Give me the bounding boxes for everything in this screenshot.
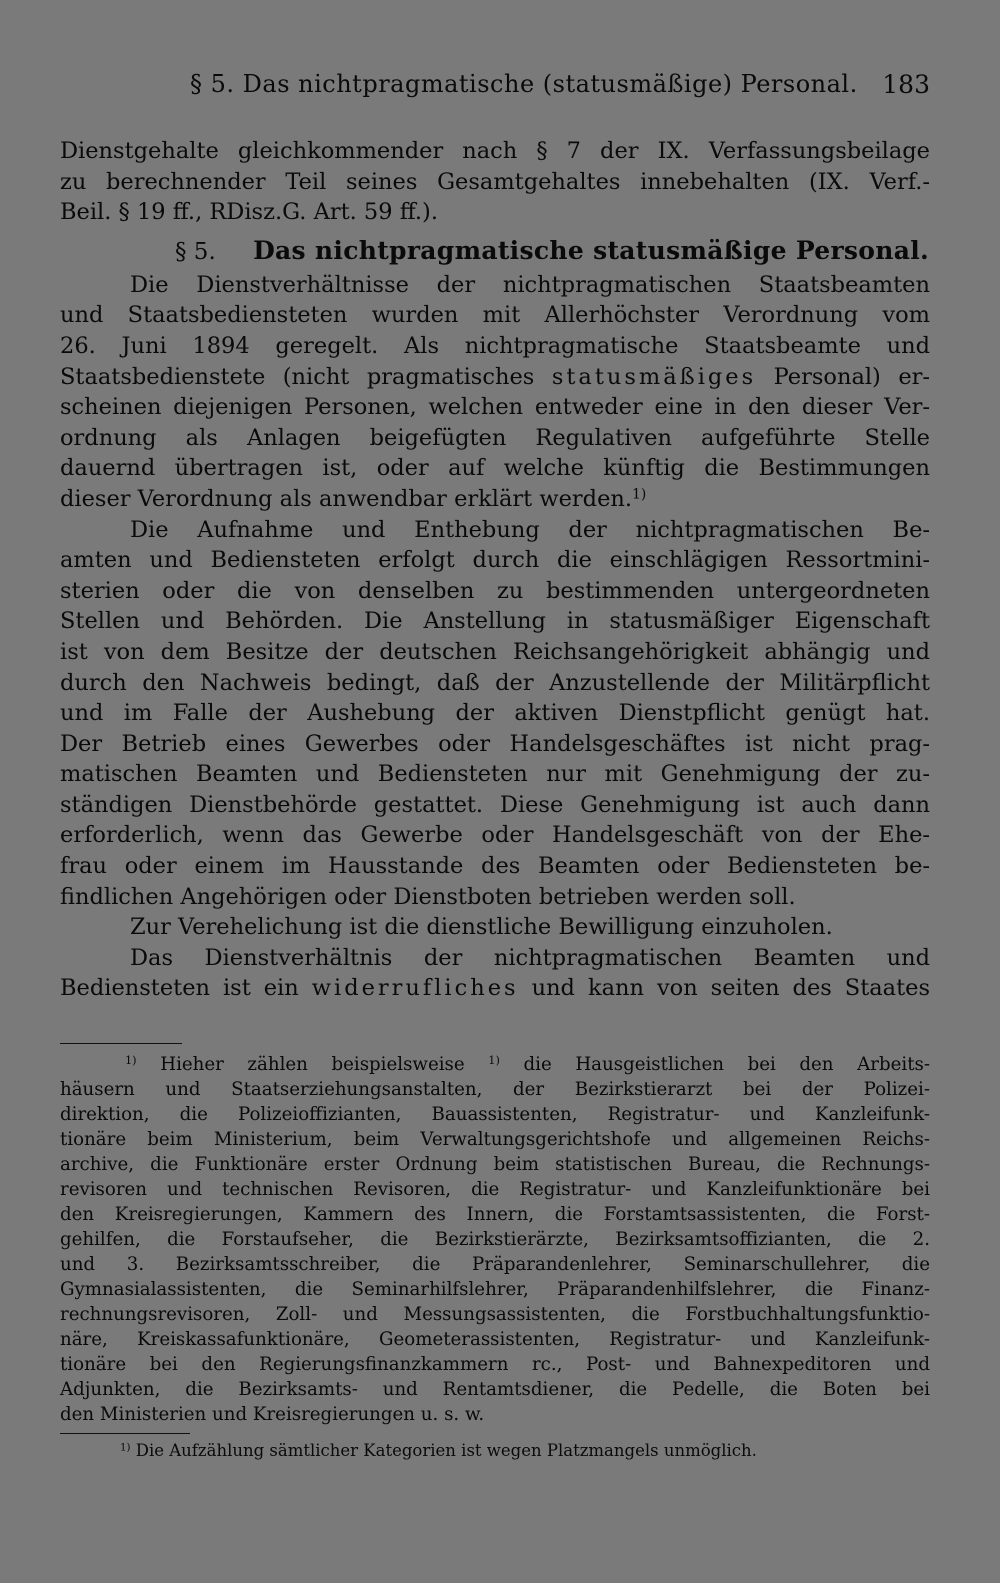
footnotes <box>60 1052 930 1427</box>
page-number: 183 <box>882 70 930 99</box>
footnote-line: und 3. Bezirksamtsschreiber, die Präparandenlehrer, Seminarschullehrer, die <box>60 1254 930 1275</box>
text-line: findlichen Angehörigen oder Dienstboten betrieben werden soll. <box>60 883 796 910</box>
footnote-line: tionäre beim Ministerium, beim Verwaltungsgerichtshofe und allgemeinen Reichs- <box>60 1129 930 1150</box>
emphasized-term: statusmäßiges <box>551 363 757 390</box>
text-line: Der Betrieb eines Gewerbes oder Handelsgeschäftes ist nicht prag- <box>60 730 930 757</box>
footnote-divider <box>60 1043 182 1044</box>
footnote-line: revisoren und technischen Revisoren, die Registratur- und Kanzleifunktionäre bei <box>60 1179 930 1200</box>
footnote-divider-secondary <box>60 1433 190 1434</box>
text-line: amten und Bediensteten erfolgt durch die einschlägigen Ressortmini- <box>60 547 930 574</box>
text-line: zu berechnender Teil seines Gesamtgehaltes innebehalten (IX. Verf.- <box>60 168 930 195</box>
text-line: Zur Verehelichung ist die dienstliche Bewilligung einzuholen. <box>130 914 833 941</box>
text-line: dauernd übertragen ist, oder auf welche künftig die Bestimmungen <box>60 455 930 482</box>
footnote-mark: 1) <box>120 1442 131 1454</box>
text-fragment: und kann von seiten des Staates <box>531 975 930 1002</box>
text-fragment: Hieher zählen beispielsweise <box>160 1054 465 1075</box>
footnote-reference[interactable]: 1) <box>632 486 647 503</box>
text-line: Beil. § 19 ff., RDisz.G. Art. 59 ff.). <box>60 199 438 226</box>
text-line: scheinen diejenigen Personen, welchen entweder eine in den dieser Ver- <box>60 394 930 421</box>
text-fragment: Die Aufzählung sämtlicher Kategorien ist wegen Platzmangels unmöglich. <box>135 1441 757 1460</box>
text-line <box>60 973 930 1004</box>
footnote-line: Adjunkten, die Bezirksamts- und Rentamtsdiener, die Pedelle, die Boten bei <box>60 1379 930 1400</box>
text-fragment: Bediensteten ist ein <box>60 975 299 1002</box>
text-line: Das Dienstverhältnis der nichtpragmatischen Beamten und <box>130 944 930 971</box>
footnote-line: Gymnasialassistenten, die Seminarhilfslehrer, Präparandenhilfslehrer, die Finanz- <box>60 1279 930 1300</box>
text-line: Stellen und Behörden. Die Anstellung in statusmäßiger Eigenschaft <box>60 608 930 635</box>
text-line: ordnung als Anlagen beigefügten Regulativen aufgeführte Stelle <box>60 424 930 451</box>
footnote-line: tionäre bei den Regierungsfinanzkammern rc., Post- und Bahnexpeditoren und <box>60 1354 930 1375</box>
text-line: erforderlich, wenn das Gewerbe oder Handelsgeschäft von der Ehe- <box>60 822 930 849</box>
text-line: matischen Beamten und Bediensteten nur mit Genehmigung der zu- <box>60 761 930 788</box>
footnote-line: häusern und Staatserziehungsanstalten, der Bezirkstierarzt bei der Polizei- <box>60 1079 930 1100</box>
text-line: Die Aufnahme und Enthebung der nichtpragmatischen Be- <box>130 516 930 543</box>
section-heading <box>60 234 930 268</box>
footnote-line: den Ministerien und Kreisregierungen u. s. w. <box>60 1404 485 1425</box>
footnote-line <box>60 1052 930 1077</box>
footnote-mark: 1) <box>125 1053 137 1067</box>
secondary-footnote <box>120 1441 757 1460</box>
section-number: § 5. <box>175 238 216 265</box>
emphasized-term: widerrufliches <box>311 975 519 1002</box>
text-line: und im Falle der Aushebung der aktiven Dienstpflicht genügt hat. <box>60 700 930 727</box>
footnote-line: direktion, die Polizeioffizianten, Bauassistenten, Registratur- und Kanzleifunk- <box>60 1104 930 1125</box>
text-line: sterien oder die von denselben zu bestimmenden untergeordneten <box>60 577 930 604</box>
footnote-line: den Kreisregierungen, Kammern des Innern, die Forstamtsassistenten, die Forst- <box>60 1204 930 1225</box>
text-fragment: Staatsbedienstete (nicht pragmatisches <box>60 363 535 390</box>
footnote-line: näre, Kreiskassafunktionäre, Geometerassistenten, Registratur- und Kanzleifunk- <box>60 1329 930 1350</box>
text-line: ständigen Dienstbehörde gestattet. Diese Genehmigung ist auch dann <box>60 791 930 818</box>
running-head: § 5. Das nichtpragmatische (statusmäßige) Personal. <box>190 70 858 98</box>
text-line: und Staatsbediensteten wurden mit Allerhöchster Verordnung vom <box>60 302 930 329</box>
text-line: 26. Juni 1894 geregelt. Als nichtpragmatische Staatsbeamte und <box>60 332 930 359</box>
text-line <box>60 484 930 515</box>
text-line: Die Dienstverhältnisse der nichtpragmatischen Staatsbeamten <box>130 271 930 298</box>
footnote-line: rechnungsrevisoren, Zoll- und Messungsassistenten, die Forstbuchhaltungsfunktio- <box>60 1304 930 1325</box>
text-line: durch den Nachweis bedingt, daß der Anzustellende der Militärpflicht <box>60 669 930 696</box>
main-text <box>60 136 930 1004</box>
text-line: ist von dem Besitze der deutschen Reichsangehörigkeit abhängig und <box>60 638 930 665</box>
footnote-reference[interactable]: 1) <box>488 1053 500 1067</box>
section-title: Das nichtpragmatische statusmäßige Personal. <box>253 235 930 265</box>
footnote-line: gehilfen, die Forstaufseher, die Bezirkstierärzte, Bezirksamtsoffizianten, die 2. <box>60 1229 930 1250</box>
text-line: frau oder einem im Hausstande des Beamten oder Bediensteten be- <box>60 853 930 880</box>
text-fragment: dieser Verordnung als anwendbar erklärt werden. <box>60 485 633 512</box>
page-header <box>60 66 930 106</box>
text-fragment: die Hausgeistlichen bei den Arbeits- <box>523 1054 930 1075</box>
text-line <box>60 362 930 393</box>
text-line: Dienstgehalte gleichkommender nach § 7 der IX. Verfassungsbeilage <box>60 138 930 164</box>
footnote-line: archive, die Funktionäre erster Ordnung beim statistischen Bureau, die Rechnungs- <box>60 1154 930 1175</box>
text-fragment: Personal) er- <box>773 363 930 390</box>
